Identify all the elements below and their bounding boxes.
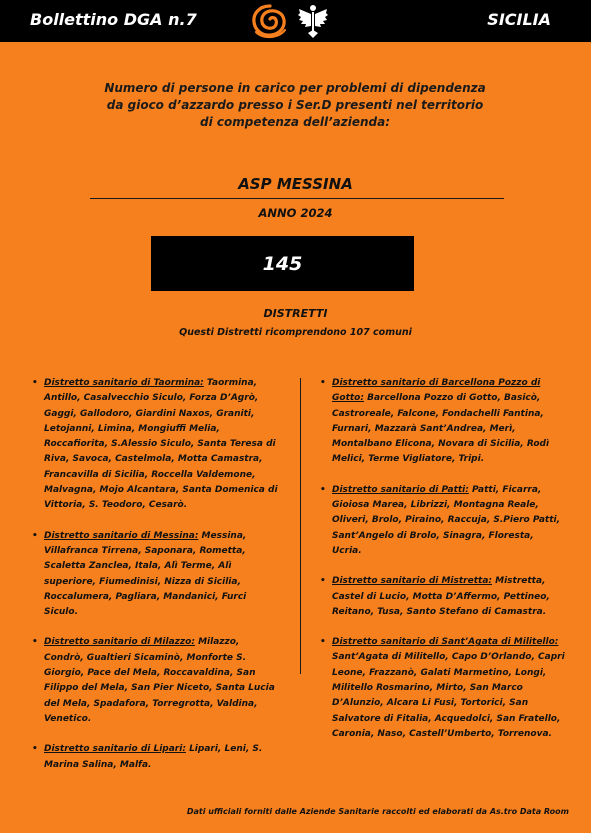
district-item <box>30 742 280 773</box>
districts-left-column <box>30 376 280 773</box>
column-divider <box>300 378 301 674</box>
spiral-logo-icon <box>250 2 290 40</box>
district-list-left <box>30 376 280 773</box>
source-footer: Dati ufficiali forniti dalle Aziende Sanitarie raccolti ed elaborati da As.tro Data Room <box>186 807 569 816</box>
year-label: ANNO 2024 <box>258 206 333 220</box>
district-name: Distretto sanitario di Messina: <box>44 530 199 541</box>
district-item <box>318 376 566 468</box>
district-name: Distretto sanitario di Patti: <box>332 484 469 495</box>
districts-right-column <box>318 376 566 742</box>
district-list-right <box>318 376 566 742</box>
asp-name: ASP MESSINA <box>238 175 353 193</box>
district-towns: Messina, Villafranca Tirrena, Saponara, Rometta, Scaletta Zanclea, Itala, Alì Terme, Alì superiore, Fiumedinisi, Nizza di Sicilia, Roccalumera, Pagliara, Mandanici, Furci Siculo. <box>44 530 247 618</box>
district-item <box>318 574 566 620</box>
district-towns: Sant’Agata di Militello, Capo D’Orlando, Capri Leone, Frazzanò, Galati Marmetino, Longi, Militello Rosmarino, Mirto, San Marco D’Alunzio, Alcara Li Fusi, Tortorici, San Salvatore di Fitalia, Acquedolci, San Fratello, Caronia, Naso, Castell’Umberto, Torrenova. <box>332 652 565 739</box>
district-name: Distretto sanitario di Barcellona Pozzo di Gotto: <box>332 378 541 404</box>
header-bar <box>0 0 591 42</box>
title-divider <box>90 198 504 199</box>
district-item <box>30 376 280 514</box>
district-towns: Mistretta, Castel di Lucio, Motta D’Affermo, Pettineo, Reitano, Tusa, Santo Stefano di Camastra. <box>332 576 550 617</box>
district-name: Distretto sanitario di Sant’Agata di Militello: <box>332 637 559 648</box>
district-item <box>30 635 280 727</box>
district-towns: Lipari, Leni, S. Marina Salina, Malfa. <box>44 744 263 770</box>
district-towns: Milazzo, Condrò, Gualtieri Sicaminò, Monforte S. Giorgio, Pace del Mela, Roccavaldina, San Filippo del Mela, San Pier Niceto, Santa Lucia del Mela, Spadafora, Torregrotta, Valdina, Venetico. <box>44 637 275 724</box>
district-item <box>30 529 280 621</box>
district-name: Distretto sanitario di Lipari: <box>44 744 186 755</box>
district-item <box>318 635 566 742</box>
district-name: Distretto sanitario di Milazzo: <box>44 637 195 648</box>
district-name: Distretto sanitario di Mistretta: <box>332 576 492 587</box>
eagle-emblem-icon <box>296 3 330 39</box>
district-name: Distretto sanitario di Taormina: <box>44 378 204 388</box>
count-box <box>151 236 414 291</box>
district-towns: Barcellona Pozzo di Gotto, Basicò, Castroreale, Falcone, Fondachelli Fantina, Furnari, Mazzarà Sant’Andrea, Merì, Montalbano Elicona, Novara di Sicilia, Rodì Melici, Terme Vigliatore, Tripi. <box>332 393 550 465</box>
patient-count: 145 <box>262 252 303 275</box>
districts-title: DISTRETTI <box>263 307 328 320</box>
district-towns: Patti, Ficarra, Gioiosa Marea, Librizzi, Montagna Reale, Oliveri, Brolo, Piraino, Raccuja, S.Piero Patti, Sant’Angelo di Brolo, Sinagra, Floresta, Ucria. <box>332 484 561 556</box>
region-title: SICILIA <box>487 10 551 29</box>
bulletin-title: Bollettino DGA n.7 <box>30 10 197 29</box>
districts-subtitle: Questi Distretti ricomprendono 107 comuni <box>179 327 412 338</box>
intro-text: Numero di persone in carico per problemi di dipendenza da gioco d’azzardo presso i Ser.D presenti nel territorio di competenza dell’azienda: <box>104 81 486 129</box>
district-item <box>318 483 566 559</box>
district-towns: Taormina, Antillo, Casalvecchio Siculo, Forza D’Agrò, Gaggi, Gallodoro, Giardini Naxos, Graniti, Letojanni, Limina, Mongiuffi Melia, Roccafiorita, S.Alessio Siculo, Santa Teresa di Riva, Savoca, Castelmola, Motta Camastra, Francavilla di Sicilia, Roccella Valdemone, Malvagna, Mojo Alcantara, Santa Domenica di Vittoria, S. Teodoro, Cesarò. <box>44 378 278 511</box>
